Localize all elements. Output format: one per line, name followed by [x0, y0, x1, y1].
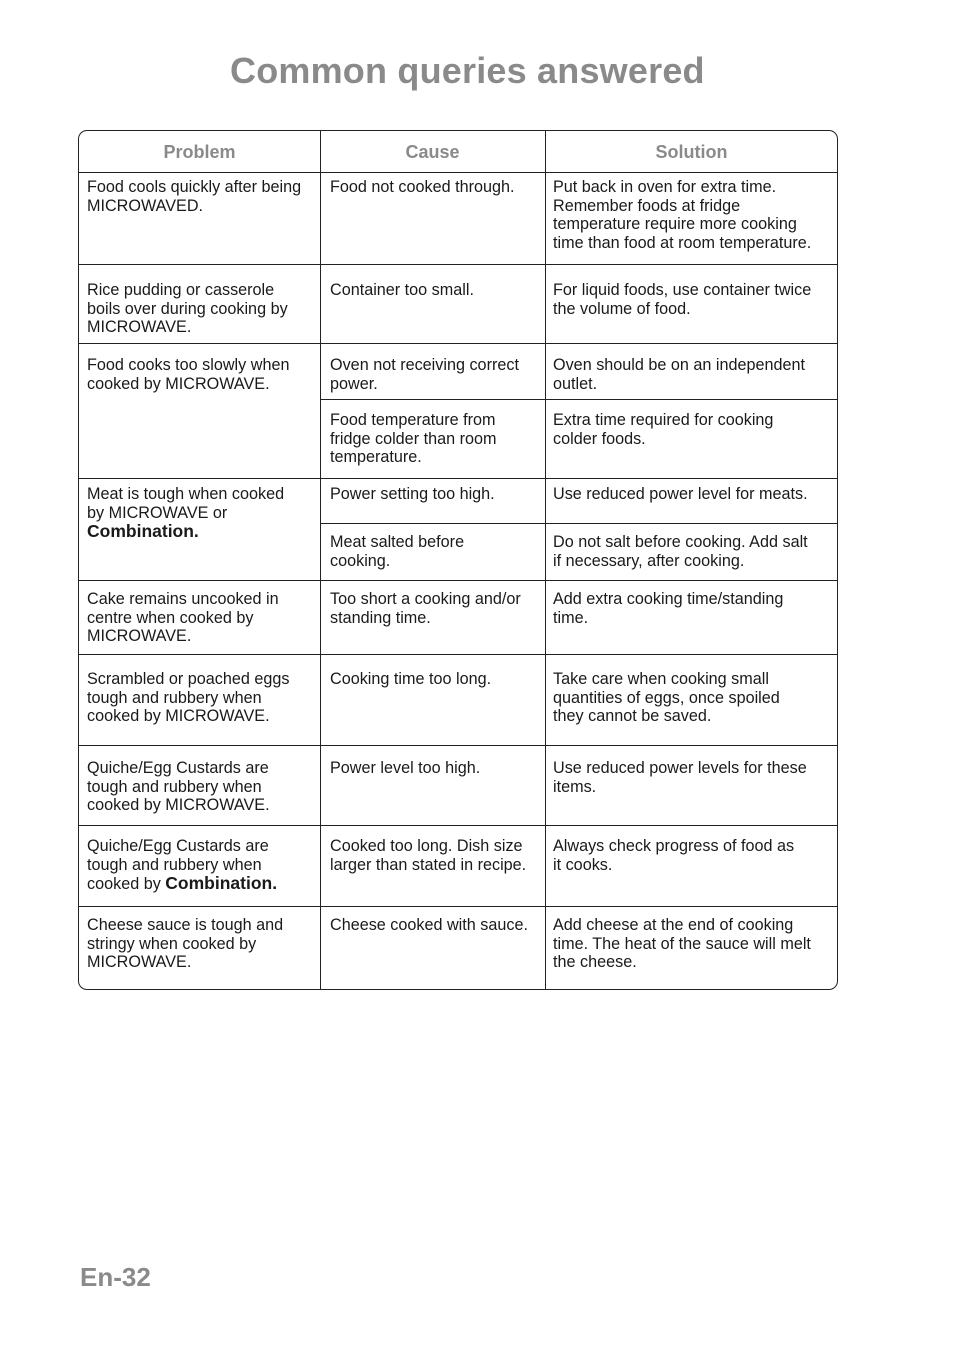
row-divider	[79, 654, 837, 655]
cause-cell: Container too small.	[330, 281, 474, 299]
row-divider	[79, 580, 837, 581]
solution-cell: Oven should be on an independent outlet.	[553, 356, 806, 393]
combination-label: Combination.	[87, 521, 199, 542]
problem-cell	[87, 837, 319, 894]
solution-cell: Put back in oven for extra time. Remember foods at fridge temperature require more cooking time than food at room temperature.	[553, 178, 812, 253]
solution-cell: Use reduced power levels for these items.	[553, 759, 807, 796]
row-divider	[79, 745, 837, 746]
solution-cell: Add cheese at the end of cooking time. The heat of the sauce will melt the cheese.	[553, 916, 811, 972]
header-problem: Problem	[163, 142, 236, 162]
solution-cell: Always check progress of food as it cooks.	[553, 837, 795, 874]
cause-cell: Food not cooked through.	[330, 178, 515, 196]
solution-cell: Take care when cooking small quantities of eggs, once spoiled they cannot be saved.	[553, 670, 780, 726]
cause-cell: Cooked too long. Dish size larger than stated in recipe.	[330, 837, 527, 874]
cause-cell: Cooking time too long.	[330, 670, 492, 688]
problem-cell	[87, 485, 319, 542]
problem-text: Meat is tough when cooked by MICROWAVE or	[87, 485, 285, 522]
cause-cell: Food temperature from fridge colder than room temperature.	[330, 411, 497, 467]
header-cause: Cause	[405, 142, 460, 162]
solution-cell: Use reduced power level for meats.	[553, 485, 808, 503]
row-divider	[79, 172, 837, 173]
problem-cell: Cake remains uncooked in centre when cooked by MICROWAVE.	[87, 590, 279, 646]
cause-cell: Power setting too high.	[330, 485, 495, 503]
page-title: Common queries answered	[230, 50, 705, 91]
solution-cell: Do not salt before cooking. Add salt if necessary, after cooking.	[553, 533, 808, 570]
row-divider	[79, 343, 837, 344]
solution-cell: Extra time required for cooking colder foods.	[553, 411, 774, 448]
solution-cell: For liquid foods, use container twice the volume of food.	[553, 281, 812, 318]
row-divider	[79, 825, 837, 826]
column-divider	[545, 131, 546, 989]
cause-cell: Meat salted before cooking.	[330, 533, 465, 570]
header-solution: Solution	[655, 142, 728, 162]
subrow-divider	[320, 399, 837, 400]
problem-cell: Rice pudding or casserole boils over during cooking by MICROWAVE.	[87, 281, 288, 337]
troubleshooting-table	[78, 130, 838, 990]
row-divider	[79, 906, 837, 907]
column-divider	[320, 131, 321, 989]
subrow-divider	[320, 523, 837, 524]
problem-text: Quiche/Egg Custards are tough and rubbery when cooked by	[87, 837, 269, 894]
cause-cell: Power level too high.	[330, 759, 481, 777]
problem-cell: Food cooks too slowly when cooked by MICROWAVE.	[87, 356, 290, 393]
page-number: En-32	[80, 1262, 151, 1292]
cause-cell: Too short a cooking and/or standing time.	[330, 590, 521, 627]
problem-cell: Cheese sauce is tough and stringy when cooked by MICROWAVE.	[87, 916, 284, 972]
problem-cell: Food cools quickly after being MICROWAVED.	[87, 178, 302, 215]
solution-cell: Add extra cooking time/standing time.	[553, 590, 784, 627]
cause-cell: Oven not receiving correct power.	[330, 356, 519, 393]
row-divider	[79, 264, 837, 265]
row-divider	[79, 478, 837, 479]
problem-cell: Quiche/Egg Custards are tough and rubbery when cooked by MICROWAVE.	[87, 759, 270, 815]
cause-cell: Cheese cooked with sauce.	[330, 916, 528, 934]
problem-cell: Scrambled or poached eggs tough and rubbery when cooked by MICROWAVE.	[87, 670, 290, 726]
combination-label: Combination.	[165, 873, 278, 894]
